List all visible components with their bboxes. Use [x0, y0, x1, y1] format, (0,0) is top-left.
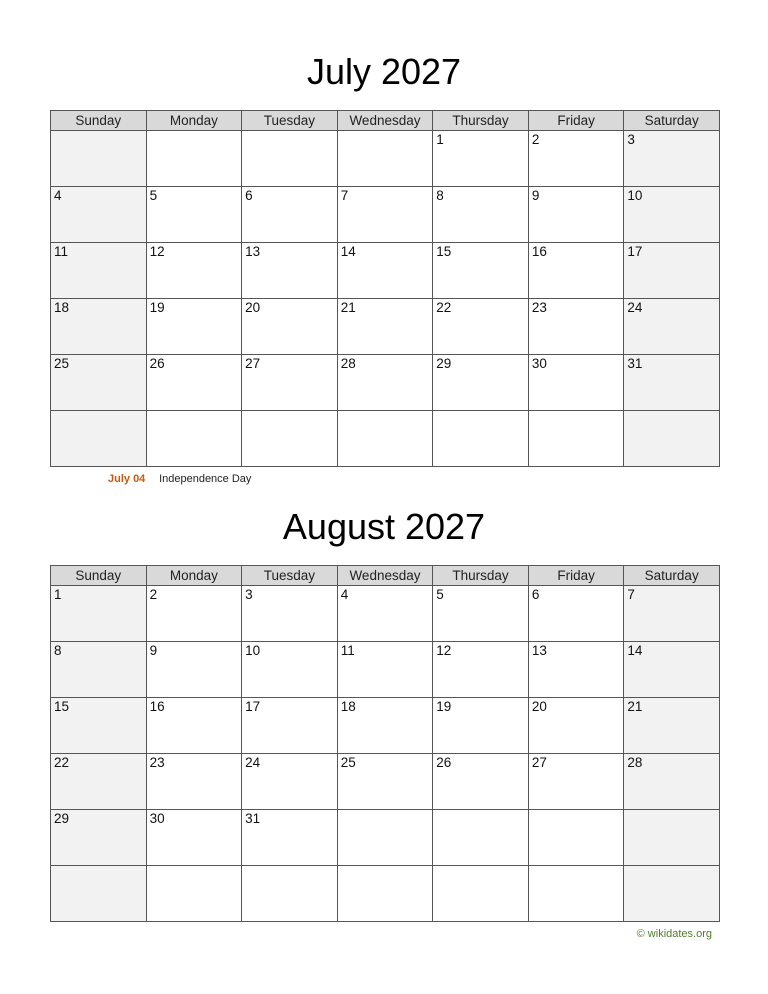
day-cell: 20: [242, 299, 338, 355]
calendar-grid-july: [50, 110, 720, 467]
day-cell: 22: [433, 299, 529, 355]
weekday-header: Friday: [528, 111, 624, 131]
day-cell: [337, 866, 433, 922]
day-cell: 1: [51, 586, 147, 642]
weekday-header: Monday: [146, 566, 242, 586]
weekday-header: Tuesday: [242, 111, 338, 131]
day-cell: [433, 810, 529, 866]
week-row: [51, 810, 720, 866]
day-cell: 9: [146, 642, 242, 698]
day-cell: [624, 411, 720, 467]
day-cell: 24: [242, 754, 338, 810]
weekday-header: Tuesday: [242, 566, 338, 586]
week-row: [51, 586, 720, 642]
day-cell: 4: [337, 586, 433, 642]
week-row: [51, 698, 720, 754]
weekday-header: Thursday: [433, 111, 529, 131]
day-cell: [242, 866, 338, 922]
day-cell: [337, 810, 433, 866]
weekday-header-row: [51, 566, 720, 586]
week-row: [51, 411, 720, 467]
holiday-entry: [108, 472, 251, 486]
day-cell: 21: [337, 299, 433, 355]
day-cell: [337, 131, 433, 187]
day-cell: [528, 411, 624, 467]
day-cell: [51, 131, 147, 187]
day-cell: 18: [337, 698, 433, 754]
day-cell: 15: [51, 698, 147, 754]
holiday-name: Independence Day: [159, 473, 252, 485]
day-cell: 21: [624, 698, 720, 754]
day-cell: 6: [528, 586, 624, 642]
day-cell: 28: [337, 355, 433, 411]
week-row: [51, 754, 720, 810]
day-cell: 30: [528, 355, 624, 411]
day-cell: 29: [51, 810, 147, 866]
week-row: [51, 866, 720, 922]
day-cell: [337, 411, 433, 467]
day-cell: [146, 411, 242, 467]
day-cell: 11: [51, 243, 147, 299]
day-cell: 27: [528, 754, 624, 810]
week-row: [51, 243, 720, 299]
weekday-header: Friday: [528, 566, 624, 586]
day-cell: 4: [51, 187, 147, 243]
day-cell: 18: [51, 299, 147, 355]
day-cell: 19: [146, 299, 242, 355]
day-cell: 13: [242, 243, 338, 299]
weekday-header: Sunday: [51, 566, 147, 586]
calendar-grid-august: [50, 565, 720, 922]
day-cell: 20: [528, 698, 624, 754]
day-cell: [528, 810, 624, 866]
day-cell: 13: [528, 642, 624, 698]
day-cell: 2: [528, 131, 624, 187]
day-cell: 26: [146, 355, 242, 411]
day-cell: 12: [433, 642, 529, 698]
day-cell: 24: [624, 299, 720, 355]
day-cell: 5: [146, 187, 242, 243]
day-cell: 19: [433, 698, 529, 754]
day-cell: 25: [51, 355, 147, 411]
day-cell: 8: [51, 642, 147, 698]
day-cell: 16: [528, 243, 624, 299]
day-cell: 3: [624, 131, 720, 187]
day-cell: [624, 866, 720, 922]
day-cell: 10: [242, 642, 338, 698]
day-cell: 12: [146, 243, 242, 299]
day-cell: 29: [433, 355, 529, 411]
day-cell: 26: [433, 754, 529, 810]
day-cell: [51, 411, 147, 467]
day-cell: [433, 866, 529, 922]
day-cell: 27: [242, 355, 338, 411]
week-row: [51, 355, 720, 411]
day-cell: [528, 866, 624, 922]
weekday-header: Sunday: [51, 111, 147, 131]
weekday-header: Saturday: [624, 566, 720, 586]
day-cell: 7: [337, 187, 433, 243]
day-cell: 30: [146, 810, 242, 866]
day-cell: 2: [146, 586, 242, 642]
day-cell: [242, 131, 338, 187]
day-cell: 17: [624, 243, 720, 299]
day-cell: 11: [337, 642, 433, 698]
day-cell: 16: [146, 698, 242, 754]
day-cell: 22: [51, 754, 147, 810]
week-row: [51, 642, 720, 698]
day-cell: 31: [624, 355, 720, 411]
month-title-august: August 2027: [282, 506, 486, 547]
weekday-header: Wednesday: [337, 111, 433, 131]
day-cell: 14: [337, 243, 433, 299]
day-cell: 8: [433, 187, 529, 243]
day-cell: 31: [242, 810, 338, 866]
day-cell: 7: [624, 586, 720, 642]
week-row: [51, 187, 720, 243]
day-cell: [624, 810, 720, 866]
month-title-july: July 2027: [306, 51, 462, 92]
day-cell: 1: [433, 131, 529, 187]
day-cell: 28: [624, 754, 720, 810]
day-cell: 14: [624, 642, 720, 698]
copyright-footer: © wikidates.org: [636, 928, 712, 940]
holiday-list: [108, 472, 251, 486]
day-cell: 15: [433, 243, 529, 299]
day-cell: 25: [337, 754, 433, 810]
day-cell: [51, 866, 147, 922]
day-cell: 9: [528, 187, 624, 243]
holiday-date: July 04: [108, 473, 146, 485]
day-cell: [433, 411, 529, 467]
day-cell: [146, 131, 242, 187]
weekday-header: Saturday: [624, 111, 720, 131]
day-cell: [242, 411, 338, 467]
day-cell: 23: [146, 754, 242, 810]
day-cell: 23: [528, 299, 624, 355]
weekday-header: Wednesday: [337, 566, 433, 586]
day-cell: [146, 866, 242, 922]
day-cell: 10: [624, 187, 720, 243]
weekday-header: Thursday: [433, 566, 529, 586]
day-cell: 3: [242, 586, 338, 642]
day-cell: 17: [242, 698, 338, 754]
weekday-header-row: [51, 111, 720, 131]
week-row: [51, 131, 720, 187]
day-cell: 5: [433, 586, 529, 642]
week-row: [51, 299, 720, 355]
day-cell: 6: [242, 187, 338, 243]
weekday-header: Monday: [146, 111, 242, 131]
